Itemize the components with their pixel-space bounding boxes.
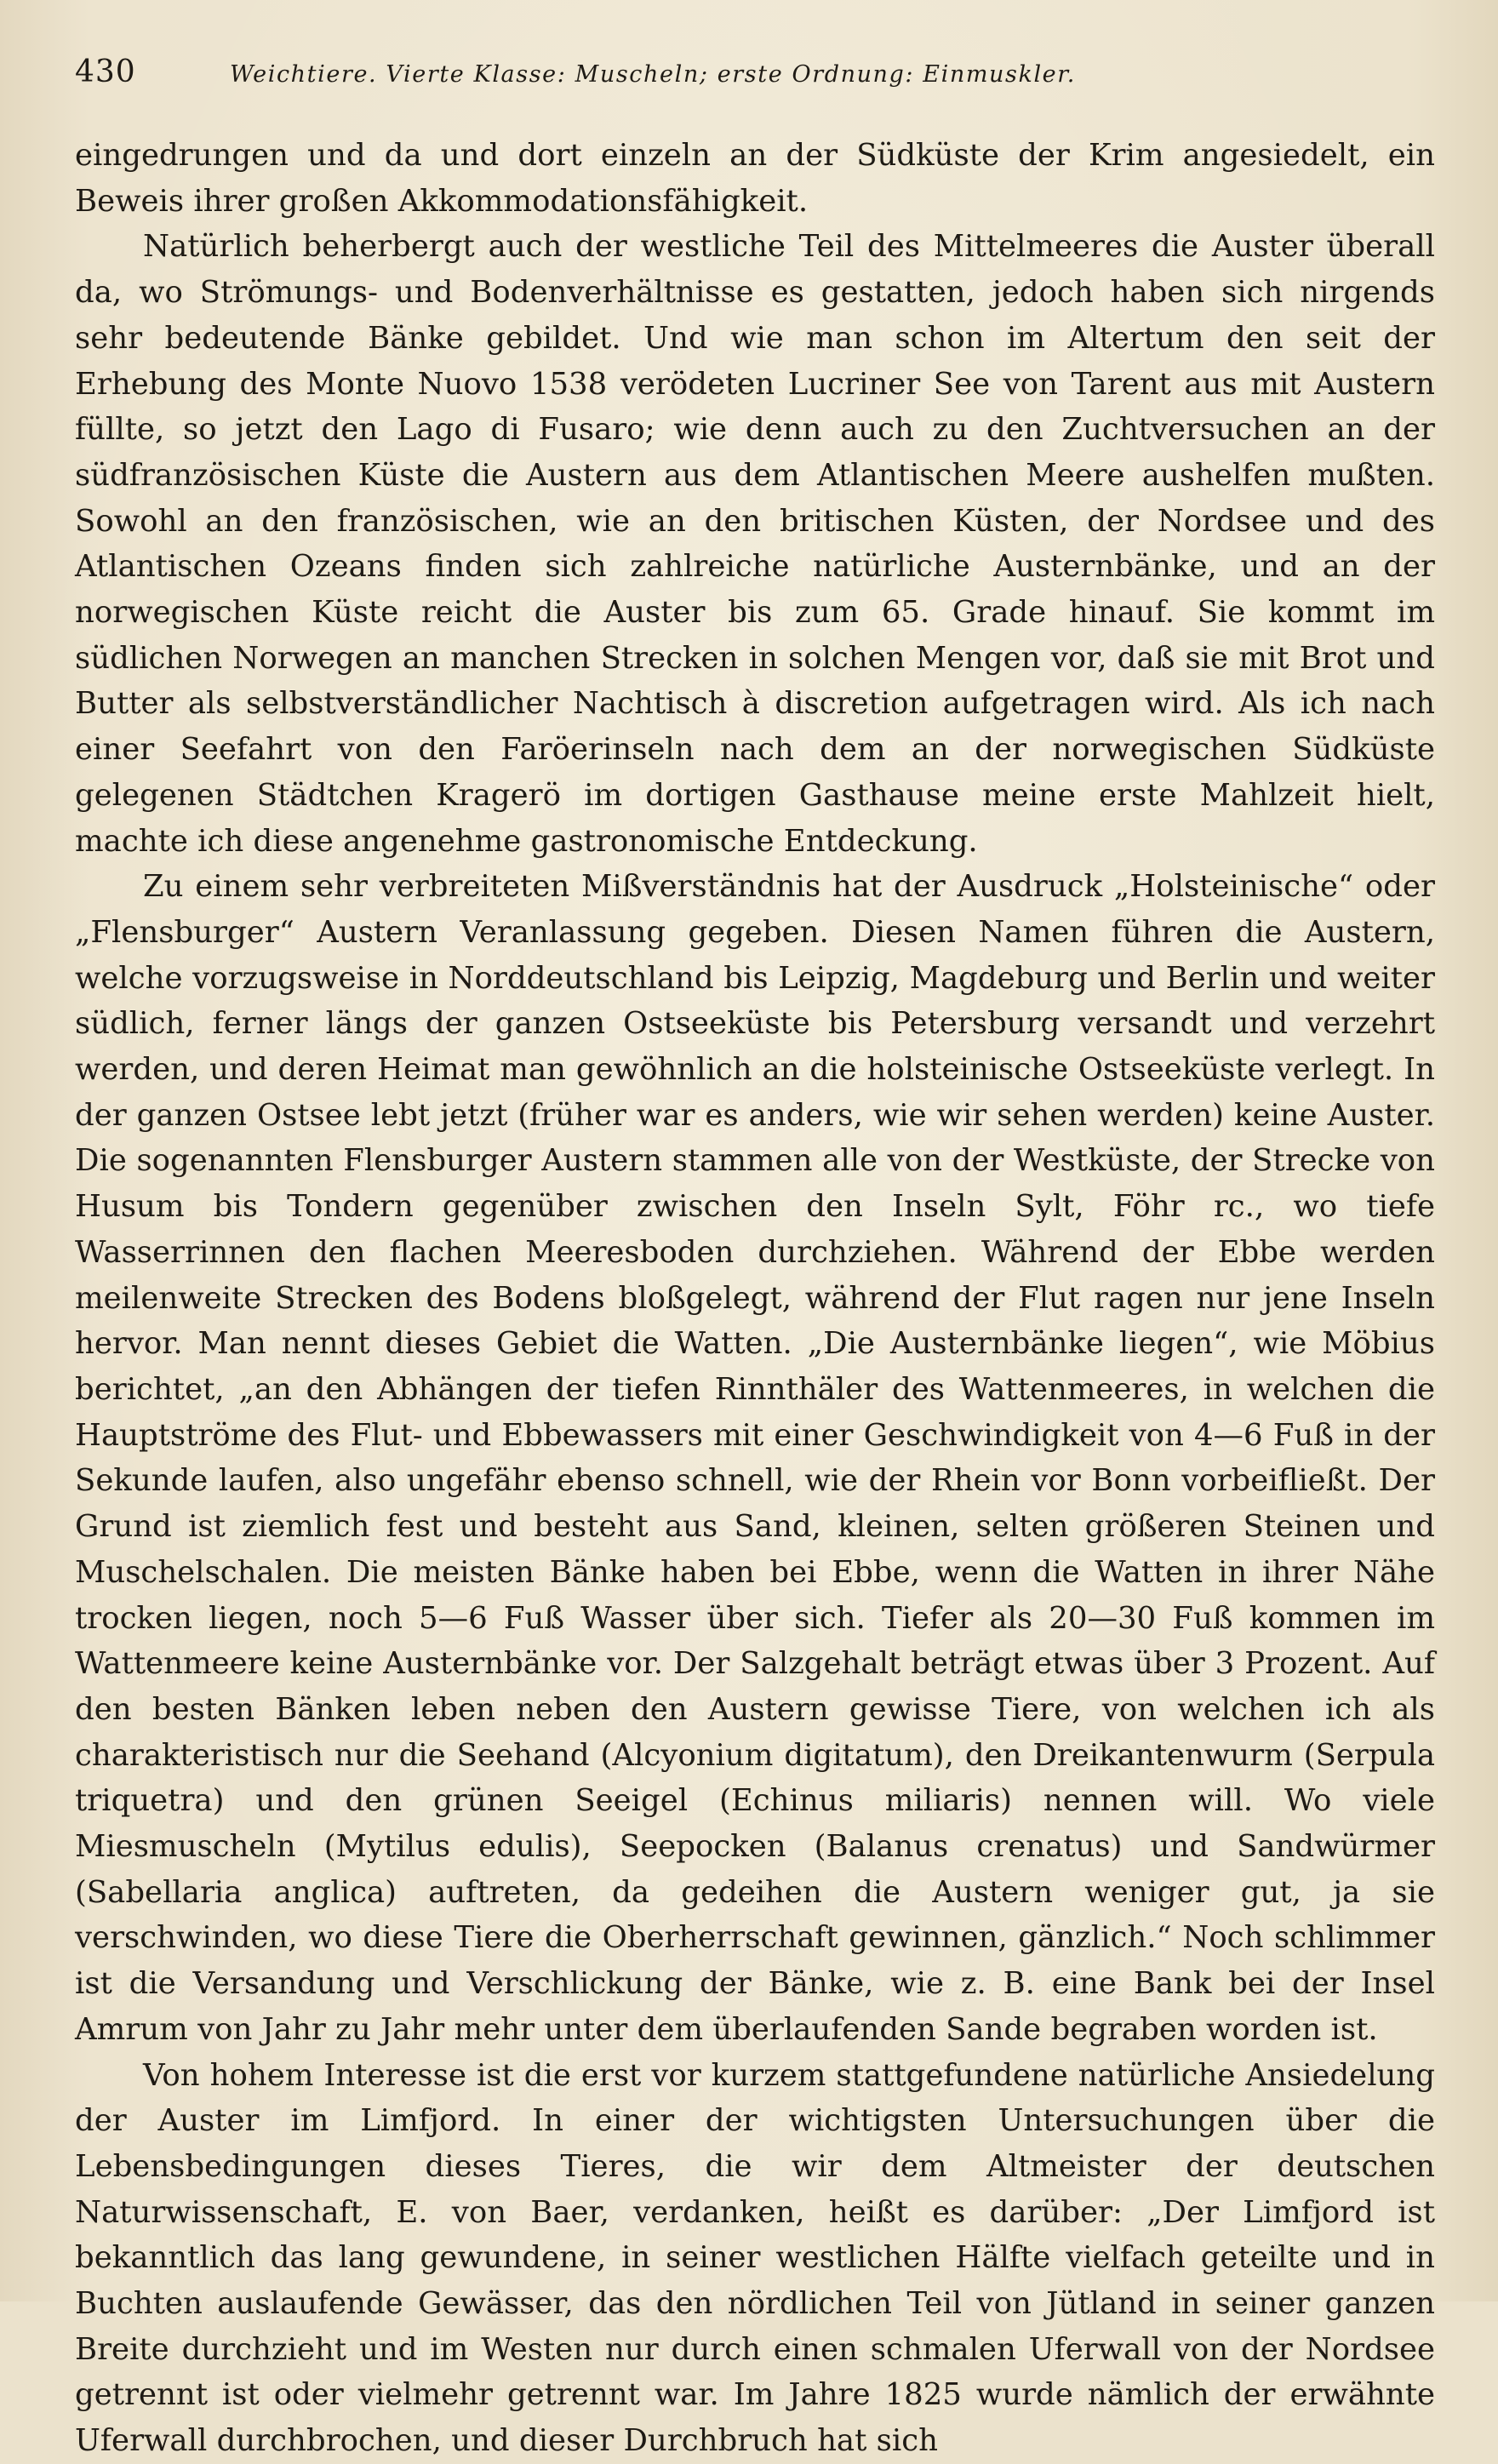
paragraph-continued: eingedrungen und da und dort einzeln an der Südküste der Krim angesiedelt, ein Beweis ihrer großen Akkommodationsfähigkeit. [75, 138, 1435, 219]
page-number: 430 [75, 54, 136, 89]
paragraph-limfjord: Von hohem Interesse ist die erst vor kurzem stattgefundene natürliche Ansiedelung der Auster im Limfjord. In einer der wichtigsten Untersuchungen über die Lebensbedingungen dieses Tieres, die wir dem Altmeister der deutschen Naturwissenschaft, E. von Baer, verdanken, heißt es darüber: „Der Limfjord ist bekanntlich das lang gewundene, in seiner westlichen Hälfte vielfach geteilte und in Buchten auslaufende Gewässer, das den nördlichen Teil von Jütland in seiner ganzen Breite durchzieht und im Westen nur durch einen schmalen Uferwall von der Nordsee getrennt ist oder vielmehr getrennt war. Im Jahre 1825 wurde nämlich der erwähnte Uferwall durchbrochen, und dieser Durchbruch hat sich [75, 2057, 1435, 2459]
running-header [75, 54, 1435, 102]
body-text [75, 133, 1435, 2464]
running-title: Weichtiere. Vierte Klasse: Muscheln; erste Ordnung: Einmuskler. [230, 61, 1076, 88]
paragraph-mediterranean: Natürlich beherbergt auch der westliche Teil des Mittelmeeres die Auster überall da, wo Strömungs- und Bodenverhältnisse es gestatten, jedoch haben sich nirgends sehr bedeutende Bänke gebildet. Und wie man schon im Altertum den seit der Erhebung des Monte Nuovo 1538 verödeten Lucriner See von Tarent aus mit Austern füllte, so jetzt den Lago di Fusaro; wie denn auch zu den Zuchtversuchen an der südfranzösischen Küste die Austern aus dem Atlantischen Meere aushelfen mußten. Sowohl an den französischen, wie an den britischen Küsten, der Nordsee und des Atlantischen Ozeans finden sich zahlreiche natürliche Austernbänke, und an der norwegischen Küste reicht die Auster bis zum 65. Grade hinauf. Sie kommt im südlichen Norwegen an manchen Strecken in solchen Mengen vor, daß sie mit Brot und Butter als selbstverständlicher Nachtisch à discretion aufgetragen wird. Als ich nach einer Seefahrt von den Faröerinseln nach dem an der norwegischen Südküste gelegenen Städtchen Kragerö im dortigen Gasthause meine erste Mahlzeit hielt, machte ich diese angenehme gastronomische Entdeckung. [75, 229, 1435, 859]
paragraph-flensburg-oysters: Zu einem sehr verbreiteten Mißverständnis hat der Ausdruck „Holsteinische“ oder „Flensburger“ Austern Veranlassung gegeben. Diesen Namen führen die Austern, welche vorzugsweise in Norddeutschland bis Leipzig, Magdeburg und Berlin und weiter südlich, ferner längs der ganzen Ostseeküste bis Petersburg versandt und verzehrt werden, und deren Heimat man gewöhnlich an die holsteinische Ostseeküste verlegt. In der ganzen Ostsee lebt jetzt (früher war es anders, wie wir sehen werden) keine Auster. Die sogenannten Flensburger Austern stammen alle von der Westküste, der Strecke von Husum bis Tondern gegenüber zwischen den Inseln Sylt, Föhr rc., wo tiefe Wasserrinnen den flachen Meeresboden durchziehen. Während der Ebbe werden meilenweite Strecken des Bodens bloßgelegt, während der Flut ragen nur jene Inseln hervor. Man nennt dieses Gebiet die Watten. „Die Austernbänke liegen“, wie Möbius berichtet, „an den Abhängen der tiefen Rinnthäler des Wattenmeeres, in welchen die Hauptströme des Flut- und Ebbewassers mit einer Geschwindigkeit von 4—6 Fuß in der Sekunde laufen, also ungefähr ebenso schnell, wie der Rhein vor Bonn vorbeifließt. Der Grund ist ziemlich fest und besteht aus Sand, kleinen, selten größeren Steinen und Muschelschalen. Die meisten Bänke haben bei Ebbe, wenn die Watten in ihrer Nähe trocken liegen, noch 5—6 Fuß Wasser über sich. Tiefer als 20—30 Fuß kommen im Wattenmeere keine Austernbänke vor. Der Salzgehalt beträgt etwas über 3 Prozent. Auf den besten Bänken leben neben den Austern gewisse Tiere, von welchen ich als charakteristisch nur die Seehand (Alcyonium digitatum), den Dreikantenwurm (Serpula triquetra) und den grünen Seeigel (Echinus miliaris) nennen will. Wo viele Miesmuscheln (Mytilus edulis), Seepocken (Balanus crenatus) und Sandwürmer (Sabellaria anglica) auftreten, da gedeihen die Austern weniger gut, ja sie verschwinden, wo diese Tiere die Oberherrschaft gewinnen, gänzlich.“ Noch schlimmer ist die Versandung und Verschlickung der Bänke, wie z. B. eine Bank bei der Insel Amrum von Jahr zu Jahr mehr unter dem überlaufenden Sande begraben worden ist. [75, 869, 1435, 2047]
